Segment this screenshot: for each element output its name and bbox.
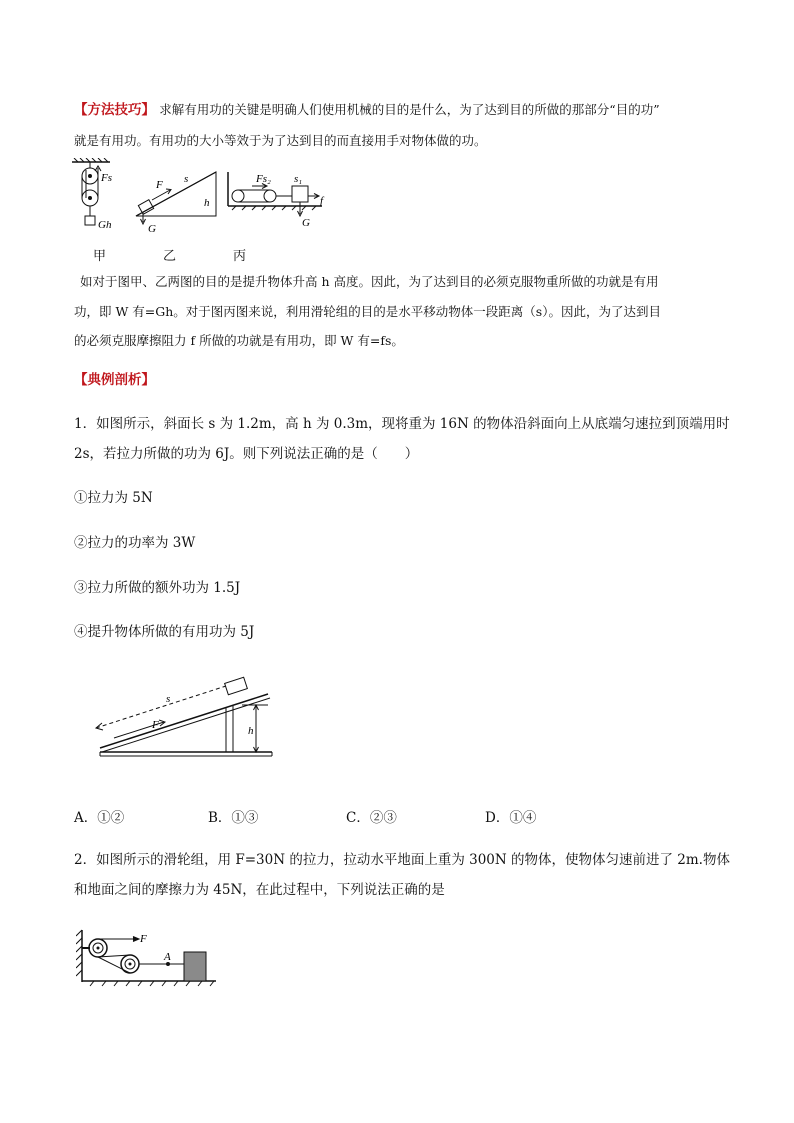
yi-G-label: G bbox=[148, 223, 156, 235]
q2-fig-A-label: A bbox=[164, 951, 171, 963]
q1-statement-2: ②拉力的功率为 3W bbox=[74, 535, 196, 551]
q1-incline-figure bbox=[92, 672, 282, 764]
jia-fs-label: Fs bbox=[101, 172, 112, 184]
method-line-1 bbox=[74, 98, 734, 122]
yi-s-label: s bbox=[184, 173, 189, 185]
q1-fig-h-label: h bbox=[248, 725, 254, 737]
figure-yi-caption: 乙 bbox=[163, 249, 177, 264]
bing-G-label: G bbox=[302, 217, 310, 229]
q1-statement-3: ③拉力所做的额外功为 1.5J bbox=[74, 580, 241, 596]
yi-h-label: h bbox=[204, 197, 210, 209]
q1-line-1: 1．如图所示，斜面长 s 为 1.2m，高 h 为 0.3m，现将重为 16N 的物体沿斜面向上从底端匀速拉到顶端用时 bbox=[74, 416, 730, 432]
explain-line-1: 如对于图甲、乙两图的目的是提升物体升高 h 高度。因此，为了达到目的必须克服物重所做的功就是有用 bbox=[80, 274, 659, 289]
yi-F-label: F bbox=[156, 179, 163, 191]
q1-statement-1: ①拉力为 5N bbox=[74, 490, 153, 506]
explain-line-2: 功，即 W 有=Gh。对于图丙图来说，利用滑轮组的目的是水平移动物体一段距离（s）。因此，为了达到目 bbox=[74, 304, 661, 319]
method-tag: 【方法技巧】 bbox=[74, 102, 155, 118]
bing-s1-label: s₁ bbox=[294, 173, 303, 185]
q2-line-1: 2．如图所示的滑轮组，用 F=30N 的拉力，拉动水平地面上重为 300N 的物体，使物体匀速前进了 2m.物体 bbox=[74, 852, 730, 868]
q1-fig-F-label: F bbox=[152, 719, 159, 731]
bing-f-label: f bbox=[320, 195, 324, 207]
q1-fig-s-label: s bbox=[166, 693, 171, 705]
method-text-1: 求解有用功的关键是明确人们使用机械的目的是什么，为了达到目的所做的那部分“目的功” bbox=[159, 102, 660, 117]
figure-jia-caption: 甲 bbox=[93, 249, 107, 264]
jia-gh-label: Gh bbox=[98, 219, 112, 231]
figure-yi-incline bbox=[132, 166, 222, 236]
q1-line-2: 2s，若拉力所做的功为 6J。则下列说法正确的是（ ） bbox=[74, 446, 419, 462]
method-text-2: 就是有用功。有用功的大小等效于为了达到目的而直接用手对物体做的功。 bbox=[74, 133, 487, 148]
q1-option-b[interactable]: B．①③ bbox=[208, 810, 259, 826]
q1-option-d[interactable]: D．①④ bbox=[485, 810, 537, 826]
q2-fig-F-label: F bbox=[140, 933, 147, 945]
bing-fs2-label: Fs₂ bbox=[256, 173, 271, 185]
q1-option-c[interactable]: C．②③ bbox=[346, 810, 397, 826]
explain-line-3: 的必须克服摩擦阻力 f 所做的功就是有用功，即 W 有=fs。 bbox=[74, 333, 404, 348]
example-tag-text: 【典例剖析】 bbox=[74, 372, 155, 388]
q2-pulley-figure bbox=[76, 926, 222, 988]
figure-bing-pulley bbox=[222, 166, 332, 232]
q2-line-2: 和地面之间的摩擦力为 45N，在此过程中，下列说法正确的是 bbox=[74, 882, 445, 898]
q1-option-a[interactable]: A．①② bbox=[74, 810, 125, 826]
figure-jia-pulley bbox=[70, 158, 130, 234]
figure-bing-caption: 丙 bbox=[233, 249, 247, 264]
example-tag bbox=[74, 368, 734, 392]
q1-statement-4: ④提升物体所做的有用功为 5J bbox=[74, 624, 255, 640]
